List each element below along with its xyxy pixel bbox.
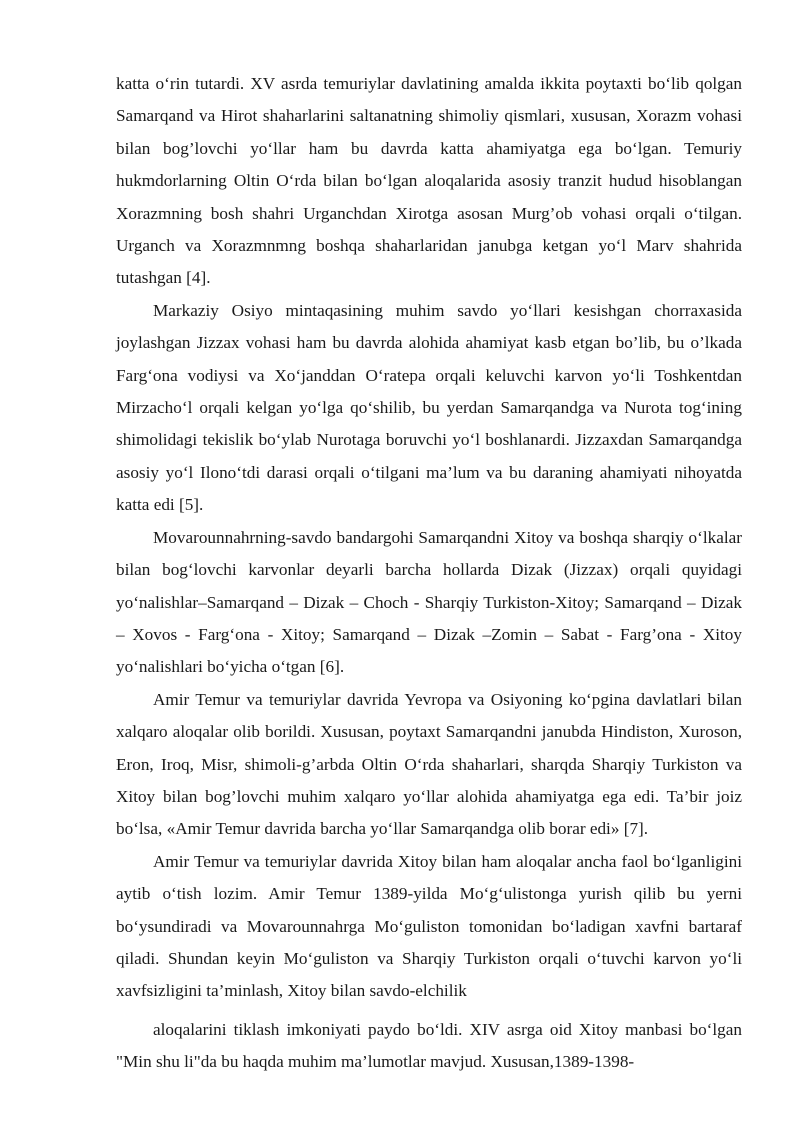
paragraph-2: Markaziy Osiyo mintaqasining muhim savdo yo‘llari kesishgan chorraxasida joylashgan Jizzax vohasi ham bu davrda alohida ahamiyat kasb etgan bo’lib, bu o’lkada Farg‘ona vodiysi va Xo‘janddan O‘ratepa orqali keluvchi karvon yo‘li Toshkentdan Mirzacho‘l orqali kelgan yo‘lga qo‘shilib, bu yerdan Samarqandga va Nurota tog‘ining shimolidagi tekislik bo‘ylab Nurotaga boruvchi yo‘l boshlanardi. Jizzaxdan Samarqandga asosiy yo‘l Ilono‘tdi darasi orqali o‘tilgani ma’lum va bu daraning ahamiyati nihoyatda katta edi [5]. bbox=[116, 300, 742, 515]
paragraph-4: Amir Temur va temuriylar davrida Yevropa va Osiyoning ko‘pgina davlatlari bilan xalqaro aloqalar olib borildi. Xususan, poytaxt Samarqandni janubda Hindiston, Xuroson, Eron, Iroq, Misr, shimoli-g’arbda Oltin O‘rda shaharlari, sharqda Sharqiy Turkiston va Xitoy bilan bog’lovchi muhim xalqaro yo‘llar alohida ahamiyatga ega edi. Ta’bir joiz bo‘lsa, «Amir Temur davrida barcha yo‘llar Samarqandga olib borar edi» [7]. bbox=[116, 689, 742, 839]
paragraph-5: Amir Temur va temuriylar davrida Xitoy bilan ham aloqalar ancha faol bo‘lganligini aytib o‘tish lozim. Amir Temur 1389-yilda Mo‘g‘ulistonga yurish qilib bu yerni bo‘ysundiradi va Movarounnahrga Mo‘guliston tomonidan bo‘ladigan xavfni bartaraf qiladi. Shundan keyin Mo‘guliston va Sharqiy Turkiston orqali o‘tuvchi karvon yo‘li xavfsizligini ta’minlash, Xitoy bilan savdo-elchilik bbox=[116, 851, 742, 1001]
paragraph-3: Movarounnahrning-savdo bandargohi Samarqandni Xitoy va boshqa sharqiy o‘lkalar bilan bog‘lovchi karvonlar deyarli barcha hollarda Dizak (Jizzax) orqali quyidagi yo‘nalishlar–Samarqand – Dizak – Choch - Sharqiy Turkiston-Xitoy; Samarqand – Dizak – Xovos - Farg‘ona - Xitoy; Samarqand – Dizak –Zomin – Sabat - Farg’ona - Xitoy yo‘nalishlari bo‘yicha o‘tgan [6]. bbox=[116, 527, 742, 677]
document-page bbox=[116, 68, 742, 1079]
paragraph-6: aloqalarini tiklash imkoniyati paydo bo‘ldi. XIV asrga oid Xitoy manbasi bo‘lgan "Min shu li"da bu haqda muhim ma’lumotlar mavjud. Xususan,1389-1398- bbox=[116, 1019, 742, 1072]
paragraph-1: katta o‘rin tutardi. XV asrda temuriylar davlatining amalda ikkita poytaxti bo‘lib qolgan Samarqand va Hirot shaharlarini saltanatning shimoliy qismlari, xususan, Xorazm vohasi bilan bog’lovchi yo‘llar ham bu davrda katta ahamiyatga ega bo‘lgan. Temuriy hukmdorlarning Oltin O‘rda bilan bo‘lgan aloqalarida asosiy tranzit hudud hisoblangan Xorazmning bosh shahri Urganchdan Xirotga asosan Murg’ob vohasi orqali o‘tilgan. Urganch va Xorazmnmng boshqa shaharlaridan janubga ketgan yo‘l Marv shahrida tutashgan [4]. bbox=[116, 74, 742, 288]
